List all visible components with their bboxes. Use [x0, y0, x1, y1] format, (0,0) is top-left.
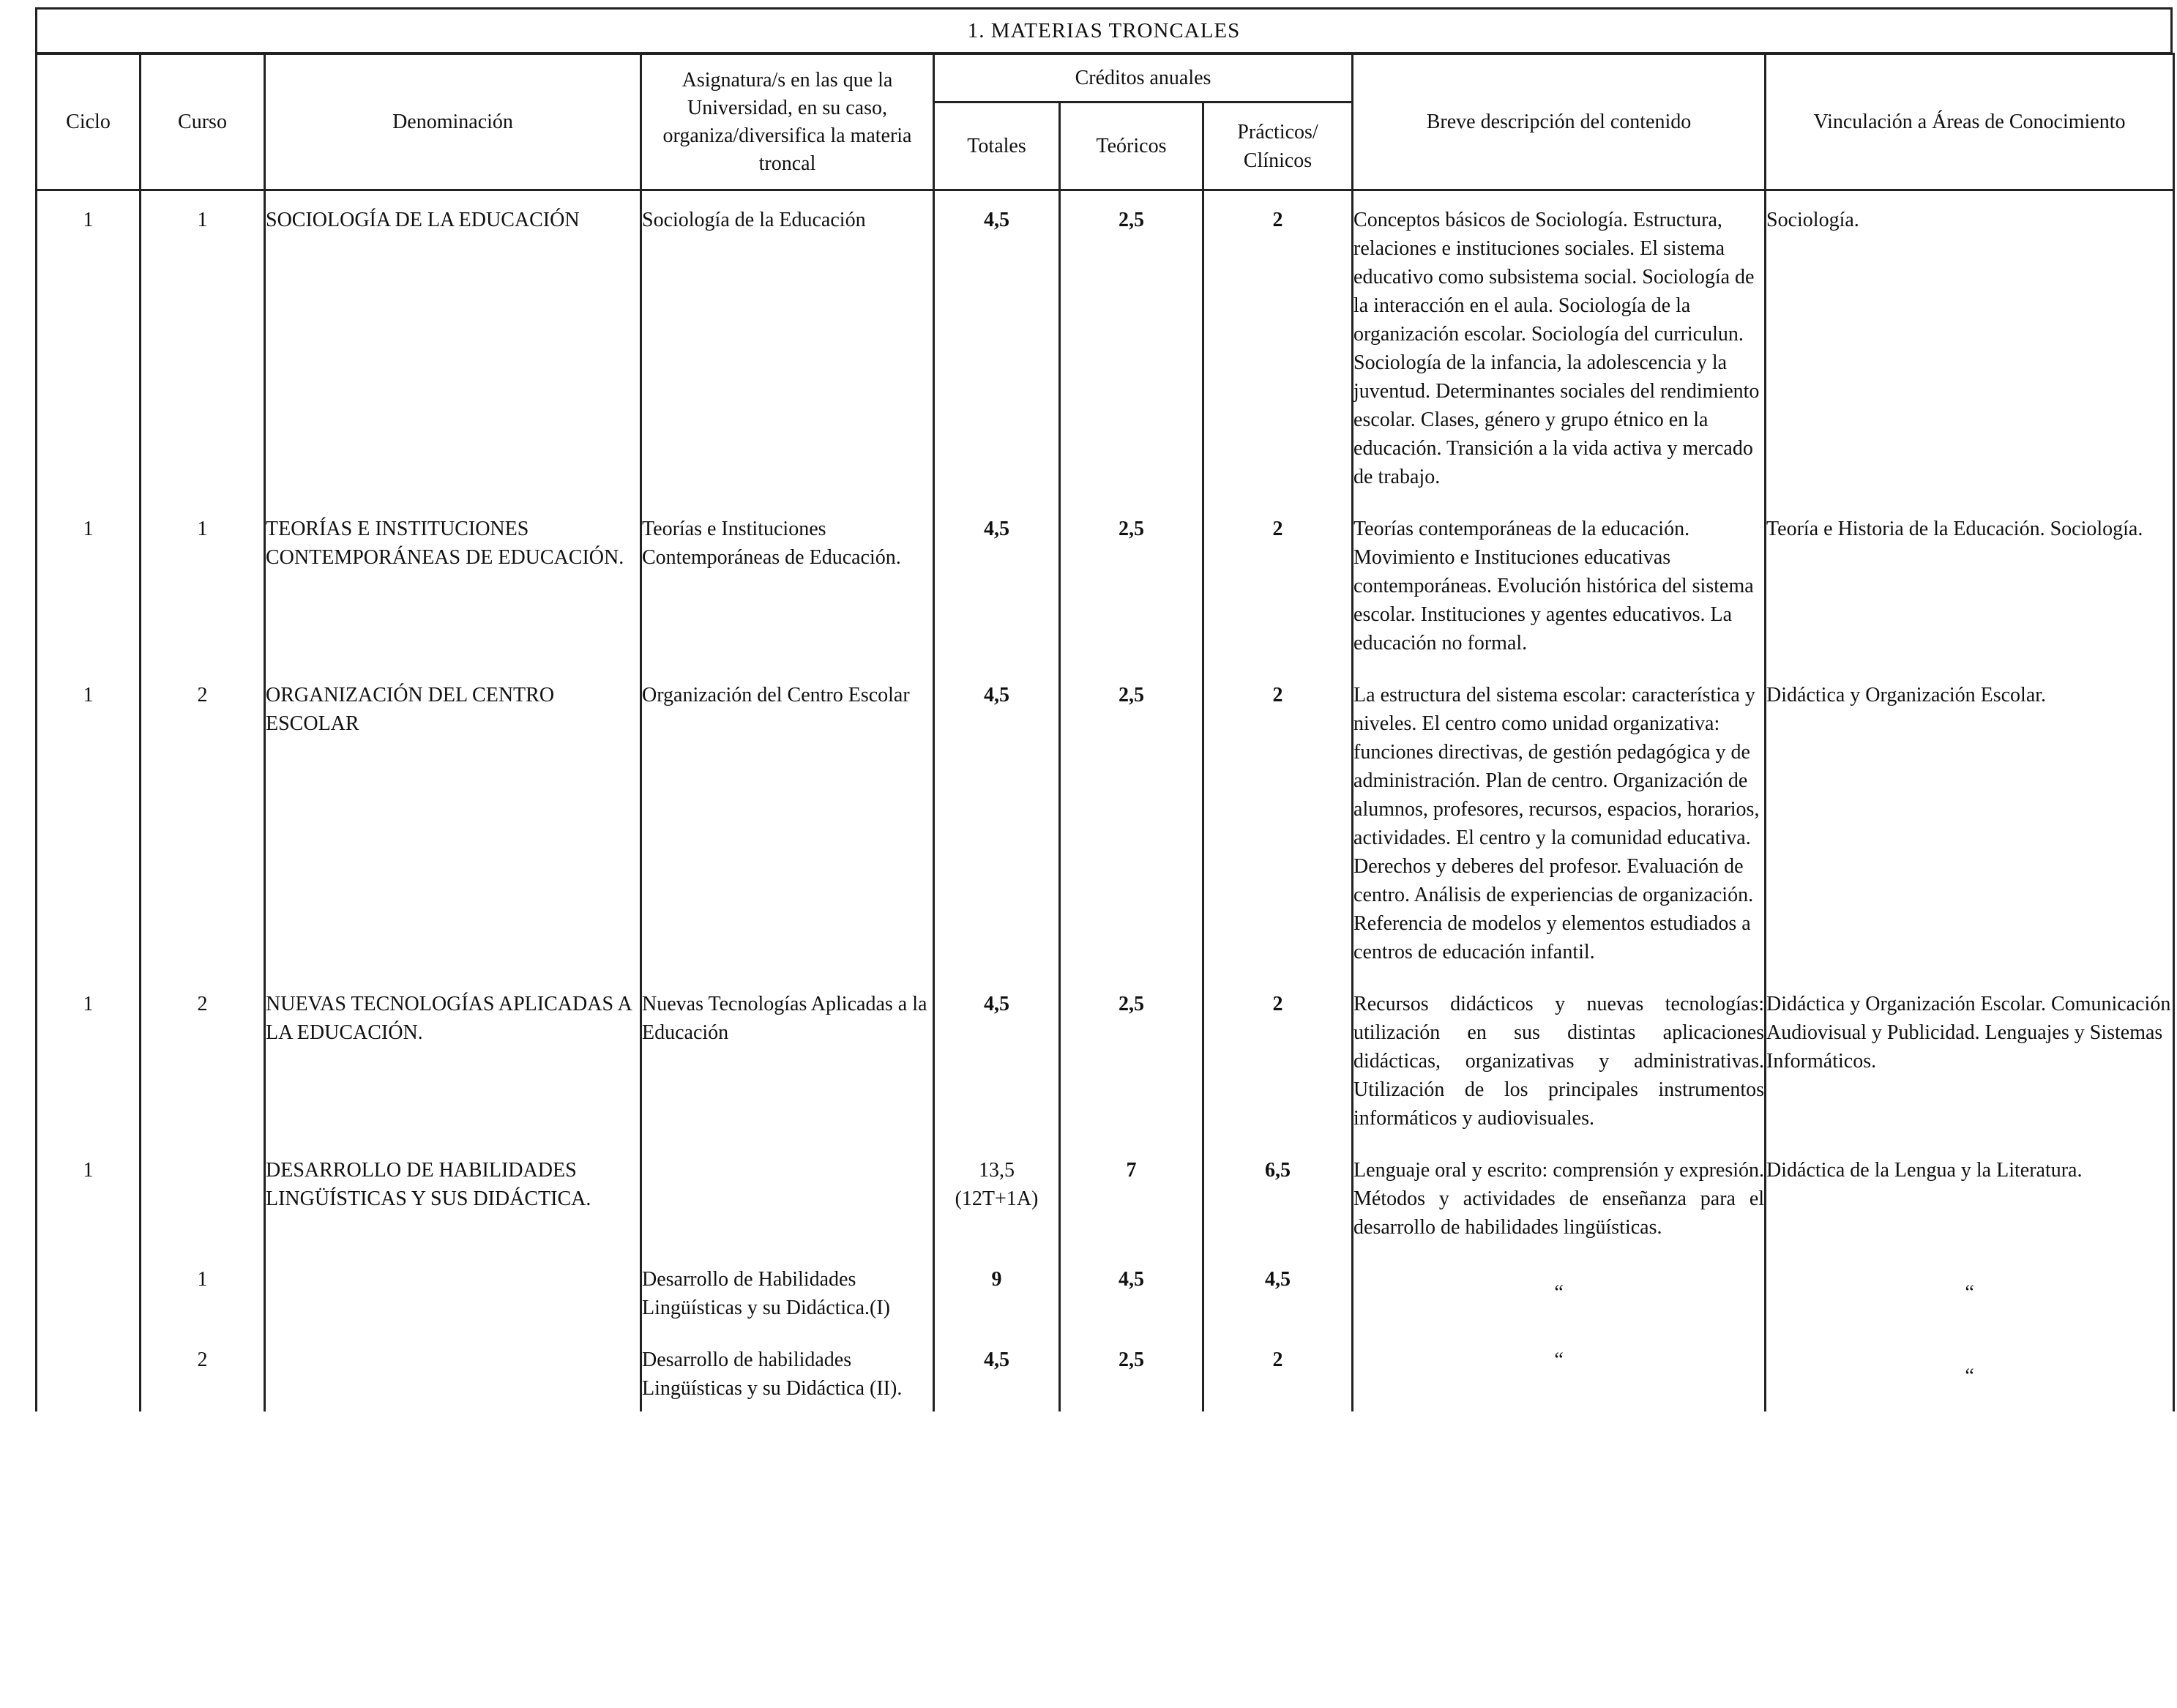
cell-asignatura [641, 1141, 934, 1250]
cell-asignatura: Desarrollo de habilidades Lingüísticas y su Didáctica (II). [641, 1331, 934, 1411]
table-row [37, 1331, 2174, 1411]
cell-asignatura: Organización del Centro Escolar [641, 666, 934, 975]
cell-denominacion: DESARROLLO DE HABILIDADES LINGÜÍSTICAS Y SUS DIDÁCTICA. [265, 1141, 641, 1250]
header-curso: Curso [141, 54, 265, 190]
cell-vinculacion [1766, 1250, 2174, 1331]
ditto-mark: “ [1965, 1365, 1974, 1387]
ditto-mark: “ [1554, 1281, 1564, 1304]
cell-descripcion: Teorías contemporáneas de la educación. Movimiento e Instituciones educativas contemporáneas. Evolución histórica del sistema escolar. Instituciones y agentes educativos. La educación no formal. [1353, 500, 1766, 666]
cell-denominacion: ORGANIZACIÓN DEL CENTRO ESCOLAR [265, 666, 641, 975]
cell-vinculacion [1766, 1331, 2174, 1411]
cell-totales: 4,5 [934, 500, 1060, 666]
cell-practicos: 2 [1203, 1331, 1353, 1411]
cell-descripcion [1353, 1331, 1766, 1411]
cell-curso [141, 1141, 265, 1250]
cell-descripcion: Recursos didácticos y nuevas tecnologías: utilización en sus distintas aplicaciones didácticas, organizativas y administrativas. Utilización de los principales instrumentos informáticos y audiovisuales. [1353, 975, 1766, 1141]
table-row [37, 500, 2174, 666]
header-creditos: Créditos anuales [934, 54, 1353, 102]
table-row [37, 1250, 2174, 1331]
header-denominacion: Denominación [265, 54, 641, 190]
cell-denominacion [265, 1250, 641, 1331]
cell-totales: 4,5 [934, 190, 1060, 501]
cell-ciclo: 1 [37, 190, 141, 501]
cell-totales: 4,5 [934, 975, 1060, 1141]
cell-vinculacion: Didáctica y Organización Escolar. [1766, 666, 2174, 975]
header-vinculacion: Vinculación a Áreas de Conocimiento [1766, 54, 2174, 190]
cell-teoricos: 2,5 [1060, 500, 1203, 666]
cell-teoricos: 2,5 [1060, 666, 1203, 975]
cell-totales: 9 [934, 1250, 1060, 1331]
table-row [37, 190, 2174, 501]
table-row [37, 1141, 2174, 1250]
cell-teoricos: 2,5 [1060, 1331, 1203, 1411]
cell-descripcion [1353, 1250, 1766, 1331]
cell-practicos: 2 [1203, 666, 1353, 975]
cell-totales: 13,5 (12T+1A) [934, 1141, 1060, 1250]
cell-totales: 4,5 [934, 666, 1060, 975]
cell-asignatura: Teorías e Instituciones Contemporáneas de Educación. [641, 500, 934, 666]
cell-vinculacion: Didáctica y Organización Escolar. Comunicación Audiovisual y Publicidad. Lenguajes y Sistemas Informáticos. [1766, 975, 2174, 1141]
cell-ciclo: 1 [37, 500, 141, 666]
cell-denominacion: NUEVAS TECNOLOGÍAS APLICADAS A LA EDUCACIÓN. [265, 975, 641, 1141]
cell-descripcion: Conceptos básicos de Sociología. Estructura, relaciones e instituciones sociales. El sistema educativo como subsistema social. Sociología de la interacción en el aula. Sociología de la organización escolar. Sociología del curriculun. Sociología de la infancia, la adolescencia y la juventud. Determinantes sociales del rendimiento escolar. Clases, género y grupo étnico en la educación. Transición a la vida activa y mercado de trabajo. [1353, 190, 1766, 501]
cell-totales: 4,5 [934, 1331, 1060, 1411]
cell-curso: 2 [141, 666, 265, 975]
cell-curso: 2 [141, 975, 265, 1141]
cell-denominacion: TEORÍAS E INSTITUCIONES CONTEMPORÁNEAS DE EDUCACIÓN. [265, 500, 641, 666]
cell-vinculacion: Sociología. [1766, 190, 2174, 501]
cell-curso: 2 [141, 1331, 265, 1411]
section-title: 1. MATERIAS TRONCALES [35, 7, 2173, 54]
cell-denominacion: SOCIOLOGÍA DE LA EDUCACIÓN [265, 190, 641, 501]
cell-asignatura: Desarrollo de Habilidades Lingüísticas y su Didáctica.(I) [641, 1250, 934, 1331]
troncales-table [35, 53, 2175, 1411]
cell-teoricos: 7 [1060, 1141, 1203, 1250]
cell-asignatura: Nuevas Tecnologías Aplicadas a la Educación [641, 975, 934, 1141]
ditto-mark: “ [1554, 1349, 1564, 1371]
cell-descripcion: Lenguaje oral y escrito: comprensión y expresión. Métodos y actividades de enseñanza para el desarrollo de habilidades lingüísticas. [1353, 1141, 1766, 1250]
cell-ciclo: 1 [37, 666, 141, 975]
cell-curso: 1 [141, 1250, 265, 1331]
cell-ciclo: 1 [37, 975, 141, 1141]
cell-vinculacion: Didáctica de la Lengua y la Literatura. [1766, 1141, 2174, 1250]
cell-teoricos: 2,5 [1060, 190, 1203, 501]
table-row [37, 975, 2174, 1141]
cell-practicos: 2 [1203, 500, 1353, 666]
cell-ciclo [37, 1331, 141, 1411]
cell-practicos: 2 [1203, 190, 1353, 501]
cell-descripcion: La estructura del sistema escolar: característica y niveles. El centro como unidad organizativa: funciones directivas, de gestión pedagógica y de administración. Plan de centro. Organización de alumnos, profesores, recursos, espacios, horarios, actividades. El centro y la comunidad educativa. Derechos y deberes del profesor. Evaluación de centro. Análisis de experiencias de organización. Referencia de modelos y elementos estudiados a centros de educación infantil. [1353, 666, 1766, 975]
cell-ciclo: 1 [37, 1141, 141, 1250]
cell-practicos: 4,5 [1203, 1250, 1353, 1331]
header-asignatura: Asignatura/s en las que la Universidad, en su caso, organiza/diversifica la materia troncal [641, 54, 934, 190]
cell-teoricos: 2,5 [1060, 975, 1203, 1141]
cell-asignatura: Sociología de la Educación [641, 190, 934, 501]
header-descripcion: Breve descripción del contenido [1353, 54, 1766, 190]
ditto-mark: “ [1965, 1281, 1974, 1304]
cell-practicos: 2 [1203, 975, 1353, 1141]
header-practicos: Prácticos/ Clínicos [1203, 102, 1353, 190]
cell-practicos: 6,5 [1203, 1141, 1353, 1250]
header-totales: Totales [934, 102, 1060, 190]
cell-denominacion [265, 1331, 641, 1411]
cell-curso: 1 [141, 190, 265, 501]
header-ciclo: Ciclo [37, 54, 141, 190]
table-row [37, 666, 2174, 975]
cell-ciclo [37, 1250, 141, 1331]
cell-teoricos: 4,5 [1060, 1250, 1203, 1331]
header-teoricos: Teóricos [1060, 102, 1203, 190]
cell-curso: 1 [141, 500, 265, 666]
cell-vinculacion: Teoría e Historia de la Educación. Sociología. [1766, 500, 2174, 666]
